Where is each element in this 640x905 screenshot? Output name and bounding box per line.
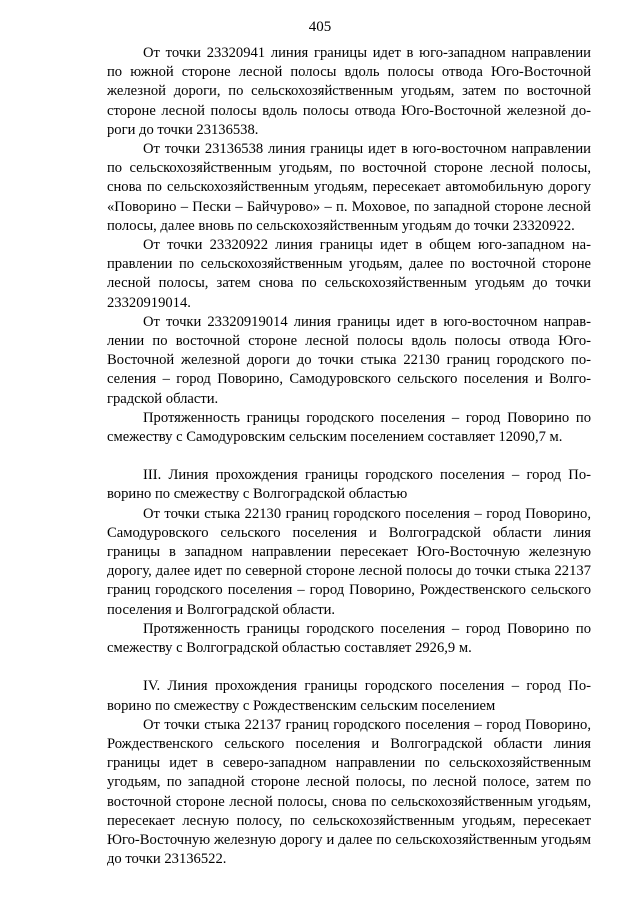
paragraph: От точки 23320922 линия границы идет в общем юго-западном направлении по сельскохозяйственным угодьям, далее по восточной стороне лесной полосы, затем снова по сельскохозяйственным угодьям до точки 23320919014. [107, 237, 591, 311]
section-spacer [107, 447, 591, 466]
document-body [107, 44, 591, 869]
paragraph: Протяженность границы городского поселения – город Поворино по смежеству с Волгоградской областью составляет 2926,9 м. [107, 620, 591, 657]
paragraph: От точки 23320919014 линия границы идет в юго-восточном направлении по восточной стороне лесной полосы вдоль полосы отвода Юго-Восточной железной дороги до точки стыка 22130 границ городского поселения – город Поворино, Самодуровского сельского поселения и Волгоградской области. [107, 313, 591, 407]
page-number: 405 [308, 19, 332, 35]
paragraph: Протяженность границы городского поселения – город Поворино по смежеству с Самодуровским сельским поселением составляет 12090,7 м. [107, 409, 591, 446]
paragraph: От точки 23136538 линия границы идет в юго-восточном направлении по сельскохозяйственным угодьям, по восточной стороне лесной полосы, снова по сельскохозяйственным угодьям, пересекает автомобильную дорогу «Поворино – Пески – Байчурово» – п. Моховое, по западной стороне лесной полосы, далее вновь по сельскохозяйственным угодьям до точки 23320922. [107, 141, 591, 234]
paragraph: От точки стыка 22130 границ городского поселения – город Поворино, Самодуровского сельского поселения и Волгоградской области линия границы в западном направлении пересекает Юго-Восточную железную дорогу, далее идет по северной стороне лесной полосы до точки стыка 22137 границ городского поселения – город Поворино, Рождественского сельского поселения и Волгоградской области. [107, 505, 591, 618]
paragraph: От точки 23320941 линия границы идет в юго-западном направлении по южной стороне лесной полосы вдоль полосы отвода Юго-Восточной железной дороги, по сельскохозяйственным угодьям, затем по восточной стороне лесной полосы вдоль полосы отвода Юго-Восточной железной дороги до точки 23136538. [107, 45, 591, 138]
section-heading: III. Линия прохождения границы городского поселения – город Поворино по смежеству с Волгоградской областью [107, 467, 591, 503]
section-spacer [107, 658, 591, 677]
section-heading: IV. Линия прохождения границы городского поселения – город Поворино по смежеству с Рождественским сельским поселением [107, 678, 591, 714]
paragraph: От точки стыка 22137 границ городского поселения – город Поворино, Рождественского сельского поселения и Волгоградской области линия границы идет в северо-западном направлении по сельскохозяйственным угодьям, по западной стороне лесной полосы, по лесной полосе, затем по восточной стороне лесной полосы, снова по сельскохозяйственным угодьям, пересекает лесную полосу, по сельскохозяйственным угодьям, пересекает Юго-Восточную железную дорогу и далее по сельскохозяйственным угодьям до точки 23136522. [107, 716, 591, 868]
